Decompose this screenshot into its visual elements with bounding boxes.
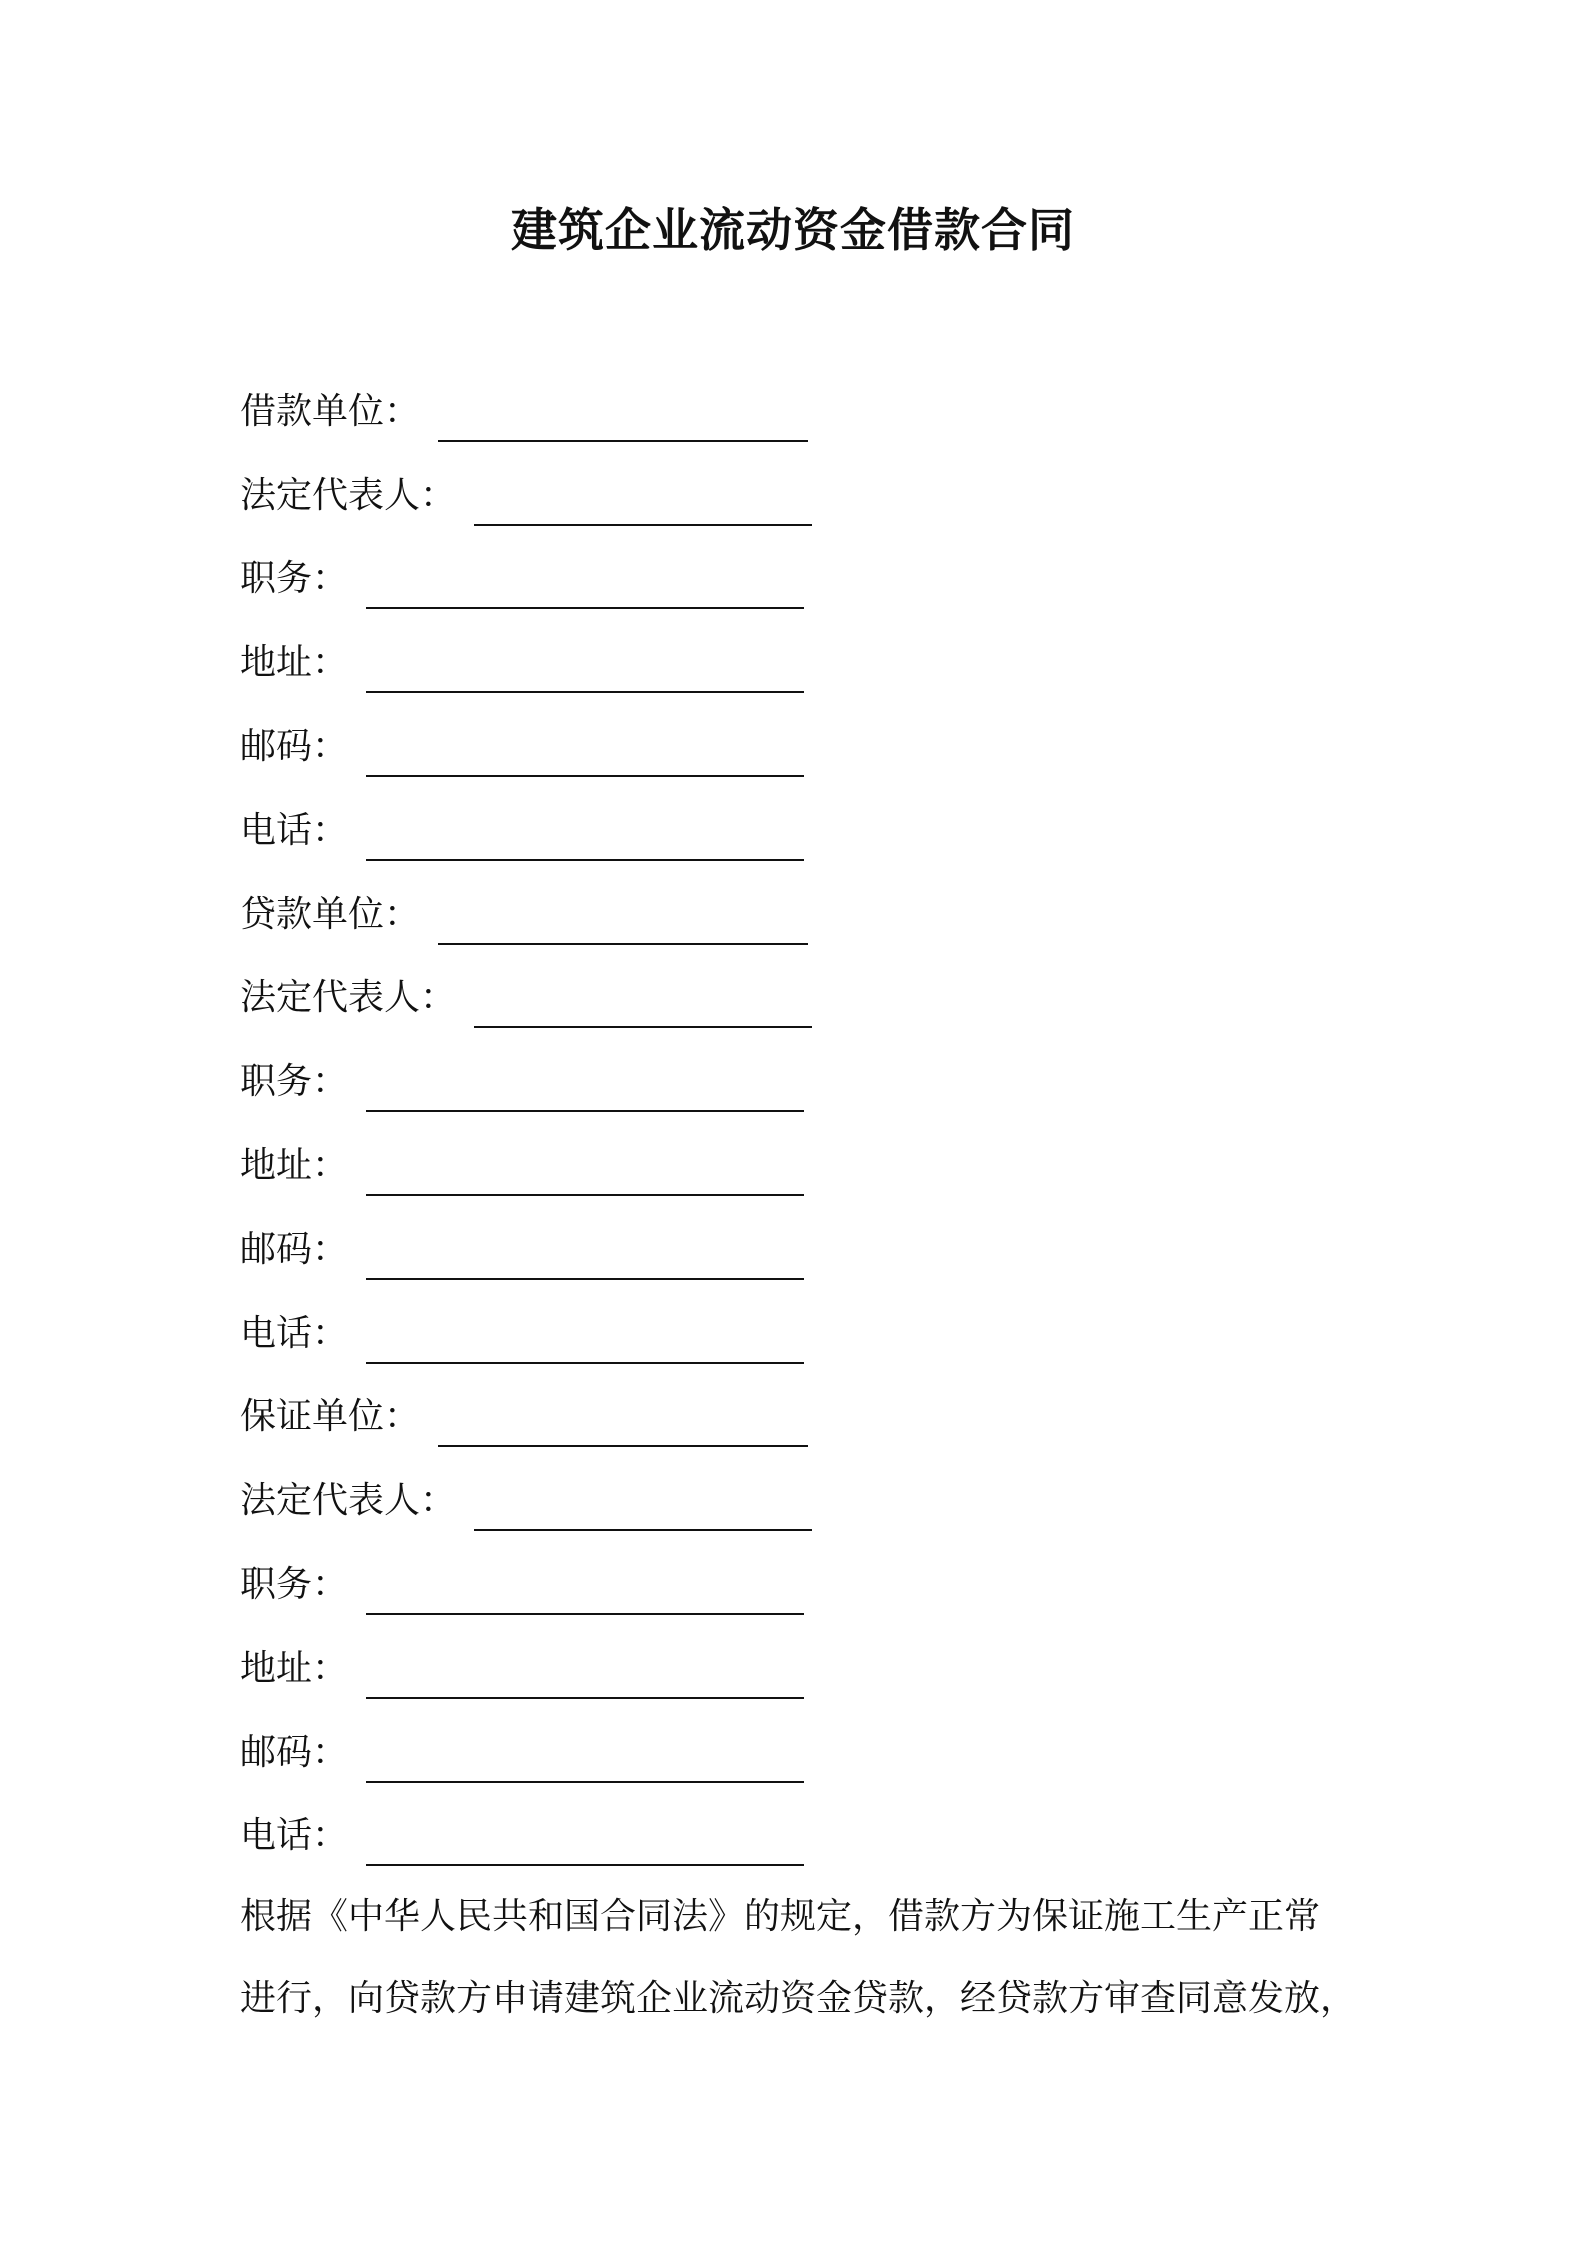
field-row-lender-address [240, 1124, 1360, 1208]
fill-in-blank-line[interactable] [366, 1657, 804, 1699]
fill-in-blank-line[interactable] [366, 819, 804, 861]
field-row-borrower-position [240, 538, 1360, 622]
field-row-borrower-address [240, 621, 1360, 705]
fill-in-blank-line[interactable] [366, 1741, 804, 1783]
fill-in-blank-line[interactable] [438, 400, 808, 442]
fill-in-blank-line[interactable] [366, 1154, 804, 1196]
field-label: 邮码： [240, 1731, 349, 1773]
contract-party-fields [240, 370, 1360, 1878]
fill-in-blank-line[interactable] [366, 1070, 804, 1112]
field-label: 电话： [240, 1312, 349, 1354]
fill-in-blank-line[interactable] [366, 1824, 804, 1866]
contract-intro-paragraph [240, 1876, 1360, 2040]
field-row-borrower-unit [240, 370, 1360, 454]
field-row-guarantor-postcode [240, 1711, 1360, 1795]
field-label: 法定代表人： [240, 474, 457, 516]
field-label: 地址： [240, 1145, 349, 1187]
field-row-borrower-legal-representative [240, 454, 1360, 538]
field-row-lender-position [240, 1040, 1360, 1124]
field-row-lender-unit [240, 873, 1360, 957]
field-row-lender-postcode [240, 1208, 1360, 1292]
paragraph-line: 根据《中华人民共和国合同法》的规定，借款方为保证施工生产正常 [240, 1896, 1321, 1937]
fill-in-blank-line[interactable] [366, 567, 804, 609]
field-label: 贷款单位： [240, 893, 421, 935]
field-label: 保证单位： [240, 1396, 421, 1438]
fill-in-blank-line[interactable] [366, 735, 804, 777]
fill-in-blank-line[interactable] [438, 1405, 808, 1447]
field-label: 职务： [240, 558, 349, 600]
fill-in-blank-line[interactable] [366, 1238, 804, 1280]
field-row-guarantor-phone [240, 1795, 1360, 1879]
field-label: 职务： [240, 1564, 349, 1606]
paragraph-line: 进行，向贷款方申请建筑企业流动资金贷款，经贷款方审查同意发放， [240, 1978, 1357, 2019]
fill-in-blank-line[interactable] [366, 1573, 804, 1615]
field-row-lender-legal-representative [240, 957, 1360, 1041]
field-label: 电话： [240, 1815, 349, 1857]
field-label: 邮码： [240, 1228, 349, 1270]
field-label: 地址： [240, 642, 349, 684]
fill-in-blank-line[interactable] [474, 484, 812, 526]
page-title: 建筑企业流动资金借款合同 [511, 203, 1075, 257]
field-label: 职务： [240, 1061, 349, 1103]
field-label: 电话： [240, 809, 349, 851]
fill-in-blank-line[interactable] [366, 651, 804, 693]
field-label: 邮码： [240, 726, 349, 768]
fill-in-blank-line[interactable] [474, 1489, 812, 1531]
fill-in-blank-line[interactable] [366, 1322, 804, 1364]
field-row-borrower-phone [240, 789, 1360, 873]
field-row-guarantor-address [240, 1627, 1360, 1711]
field-row-guarantor-position [240, 1543, 1360, 1627]
fill-in-blank-line[interactable] [474, 986, 812, 1028]
field-label: 地址： [240, 1647, 349, 1689]
field-label: 法定代表人： [240, 977, 457, 1019]
field-row-guarantor-legal-representative [240, 1459, 1360, 1543]
field-row-borrower-postcode [240, 705, 1360, 789]
fill-in-blank-line[interactable] [438, 903, 808, 945]
field-label: 借款单位： [240, 390, 421, 432]
field-row-guarantor-unit [240, 1376, 1360, 1460]
field-row-lender-phone [240, 1292, 1360, 1376]
field-label: 法定代表人： [240, 1480, 457, 1522]
